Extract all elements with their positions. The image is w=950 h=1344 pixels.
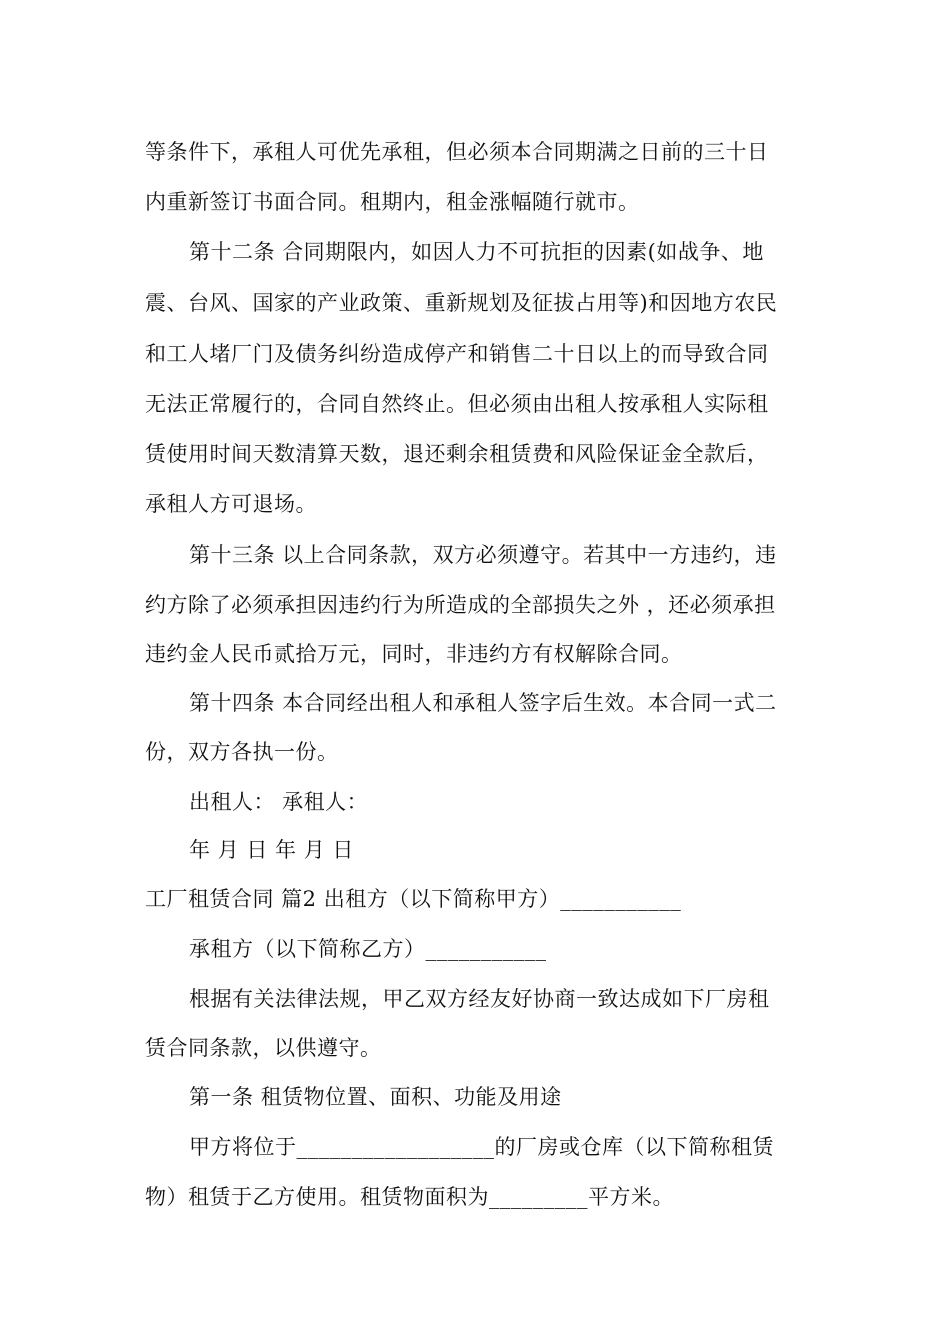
text-line: 约方除了必须承担因违约行为所造成的全部损失之外 ，还必须承担 — [145, 593, 776, 617]
text-line: 甲方将位于__________________的厂房或仓库（以下简称租赁 — [189, 1135, 774, 1159]
text-line: 等条件下，承租人可优先承租，但必须本合同期满之日前的三十日 — [145, 140, 769, 164]
text-line: 第十四条 本合同经出租人和承租人签字后生效。本合同一式二 — [189, 691, 777, 715]
text-line: 赁使用时间天数清算天数，退还剩余租赁费和风险保证金全款后， — [145, 442, 769, 466]
text-line: 承租方（以下简称乙方）___________ — [189, 937, 547, 961]
text-line: 违约金人民币贰拾万元，同时，非违约方有权解除合同。 — [145, 642, 683, 666]
text-line: 赁合同条款，以供遵守。 — [145, 1036, 382, 1060]
text-line: 份，双方各执一份。 — [145, 740, 339, 764]
text-line: 无法正常履行的，合同自然终止。但必须由出租人按承租人实际租 — [145, 392, 769, 416]
text-line: 第十三条 以上合同条款，双方必须遵守。若其中一方违约，违 — [189, 543, 777, 567]
text-line: 震、台风、国家的产业政策、重新规划及征拔占用等)和因地方农民 — [145, 291, 778, 315]
text-line: 物）租赁于乙方使用。租赁物面积为_________平方米。 — [145, 1185, 674, 1209]
text-line: 承租人方可退场。 — [145, 492, 317, 516]
text-line: 内重新签订书面合同。租期内，租金涨幅随行就市。 — [145, 190, 640, 214]
text-line: 和工人堵厂门及债务纠纷造成停产和销售二十日以上的而导致合同 — [145, 342, 769, 366]
text-line: 年 月 日 年 月 日 — [189, 838, 354, 862]
text-line: 根据有关法律法规，甲乙双方经友好协商一致达成如下厂房租 — [189, 987, 770, 1011]
text-line: 出租人： 承租人： — [189, 790, 369, 814]
text-line: 第一条 租赁物位置、面积、功能及用途 — [189, 1085, 562, 1109]
text-line: 工厂租赁合同 篇2 出租方（以下简称甲方）___________ — [145, 887, 682, 911]
text-line: 第十二条 合同期限内，如因人力不可抗拒的因素(如战争、地 — [189, 240, 764, 264]
